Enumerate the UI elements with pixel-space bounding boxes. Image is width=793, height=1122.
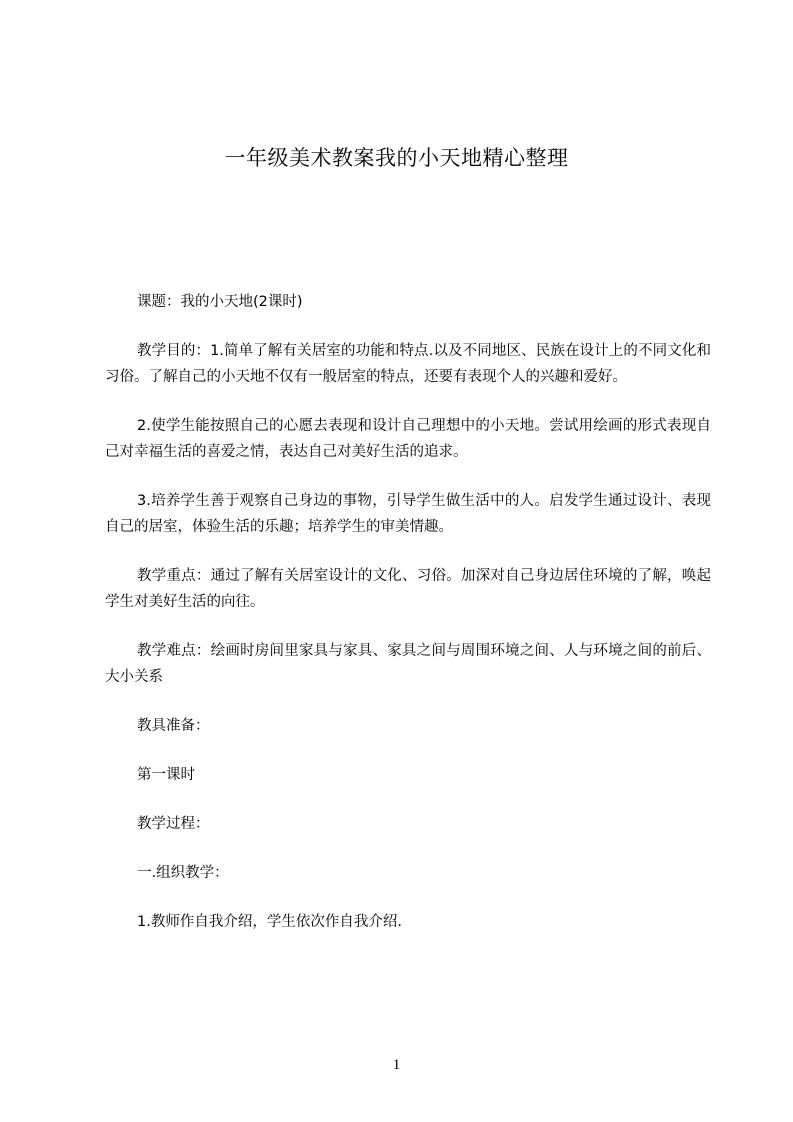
document-body: [105, 289, 711, 958]
paragraph-teaching-objective-1: 教学目的：1.简单了解有关居室的功能和特点.以及不同地区、民族在设计上的不同文化和习俗。了解自己的小天地不仅有一般居室的特点，还要有表现个人的兴趣和爱好。: [105, 343, 711, 385]
paragraph-teaching-difficulty: 教学难点：绘画时房间里家具与家具、家具之间与周围环境之间、人与环境之间的前后、大小关系: [105, 643, 711, 685]
paragraph-organize-teaching: 一.组织教学：: [137, 865, 229, 881]
page-number: 1: [392, 1057, 401, 1073]
paragraph-teaching-objective-2: 2.使学生能按照自己的心愿去表现和设计自己理想中的小天地。尝试用绘画的形式表现自己对幸福生活的喜爱之情，表达自己对美好生活的追求。: [105, 418, 711, 460]
paragraph-teaching-process: 教学过程：: [137, 816, 210, 832]
paragraph-course-topic: 课题：我的小天地(2课时): [137, 294, 303, 310]
paragraph-teaching-focus: 教学重点：通过了解有关居室设计的文化、习俗。加深对自己身边居住环境的了解，唤起学生对美好生活的向往。: [105, 568, 711, 610]
document-title: 一年级美术教案我的小天地精心整理: [224, 146, 569, 170]
paragraph-self-introduction: 1.教师作自我介绍，学生依次作自我介绍.: [137, 914, 402, 930]
paragraph-teaching-objective-3: 3.培养学生善于观察自己身边的事物，引导学生做生活中的人。启发学生通过设计、表现自己的居室，体验生活的乐趣；培养学生的审美情趣。: [105, 493, 711, 535]
paragraph-first-lesson: 第一课时: [137, 767, 195, 783]
paragraph-teaching-aids: 教具准备：: [137, 718, 210, 734]
